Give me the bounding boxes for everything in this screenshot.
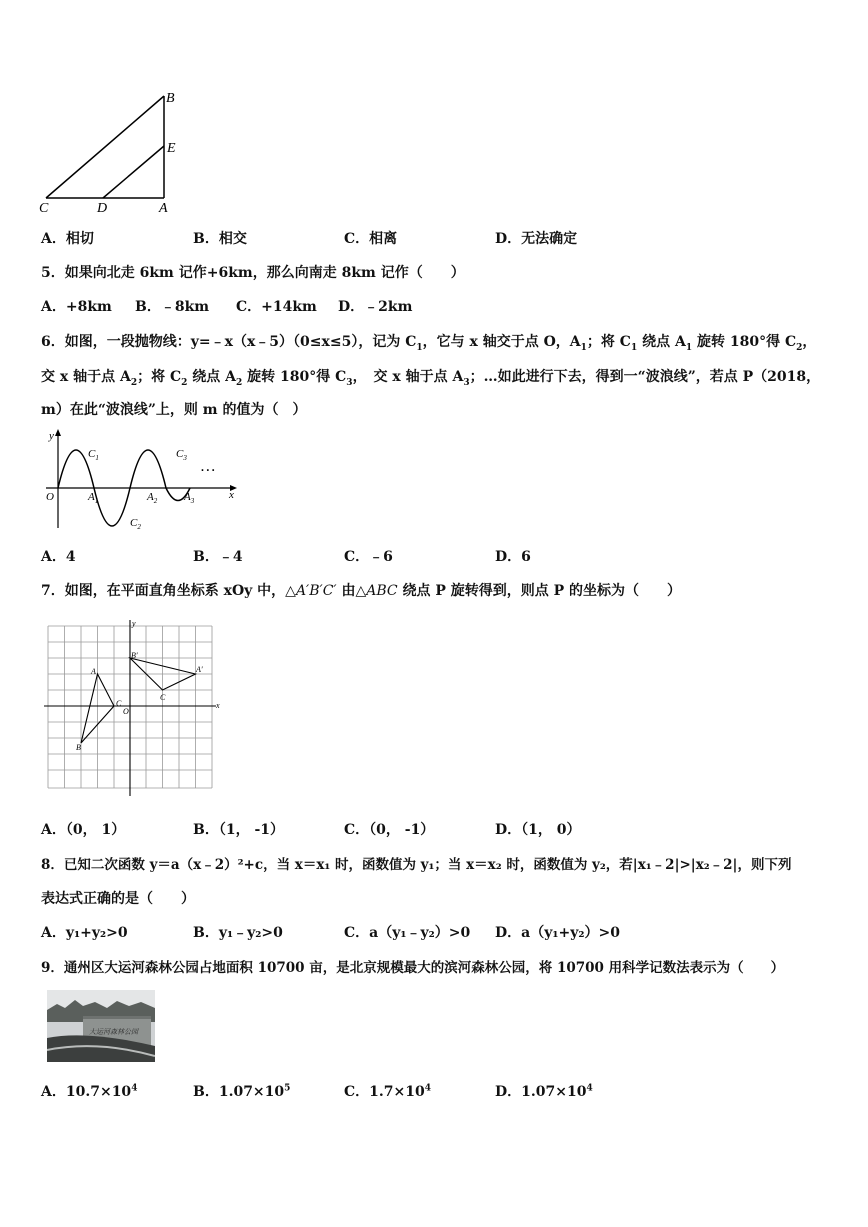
label-c1: $C_1$ (88, 448, 99, 462)
q9-option-c[interactable]: C．$1.7\times 10^4$ (344, 1083, 431, 1100)
label-c: C (39, 201, 49, 216)
label-a: A (159, 201, 168, 216)
park-photo (47, 990, 155, 1062)
label-a3: $A_3$ (184, 491, 195, 505)
axis-y-label: y (49, 430, 54, 442)
grid-figure (44, 618, 230, 800)
wave-figure (38, 426, 248, 534)
q7-option-b[interactable]: B．（1， -1） (193, 822, 284, 838)
label-b-prime: B′ (131, 651, 138, 660)
q8-option-c[interactable]: C．a（y₁﹣y₂）>0 (344, 925, 471, 941)
label-a-prime: A′ (196, 665, 203, 674)
q4-option-c[interactable]: C．相离 (344, 231, 398, 247)
label-c-prime: C (160, 693, 166, 702)
q8-stem-line2: 表达式正确的是（ ） (41, 891, 195, 907)
q4-option-b[interactable]: B．相交 (193, 231, 247, 247)
q6-option-d[interactable]: D．6 (495, 549, 531, 565)
q7-option-c[interactable]: C．（0， -1） (344, 822, 435, 838)
q5-option-c[interactable]: C．+14km (236, 299, 317, 315)
label-a: A (91, 667, 96, 676)
q9-stem: 9．通州区大运河森林公园占地面积 10700 亩，是北京规模最大的滨河森林公园，将 10700 用科学记数法表示为（ ） (41, 960, 785, 976)
origin-label: O (123, 707, 129, 716)
label-c2: $C_2$ (130, 517, 141, 531)
label-d: D (97, 201, 108, 216)
label-a1: $A_1$ (88, 491, 99, 505)
ellipsis: … (201, 458, 216, 475)
q4-option-d[interactable]: D．无法确定 (495, 231, 578, 247)
label-c3: $C_3$ (176, 448, 187, 462)
q6-stem-line1: 6．如图，一段抛物线：y=﹣x（x﹣5）（0≤x≤5），记为 $C_1$，它与 x 轴交于点 O，$A_1$；将 $C_1$ 绕点 $A_1$ 旋转 180°得 $C_2$， (41, 334, 817, 353)
q6-option-c[interactable]: C．﹣6 (344, 549, 393, 565)
axis-x-label: x (229, 489, 234, 501)
q5-option-d[interactable]: D．﹣2km (338, 299, 413, 315)
q7-option-a[interactable]: A．（0， 1） (41, 822, 126, 838)
q9-option-a[interactable]: A．$10.7\times 10^4$ (41, 1083, 138, 1100)
q5-stem: 5．如果向北走 6km 记作+6km，那么向南走 8km 记作（ ） (41, 265, 465, 281)
q8-stem-line1: 8．已知二次函数 y＝a（x﹣2）²+c，当 x＝x₁ 时，函数值为 y₁；当 x＝x₂ 时，函数值为 y₂，若|x₁﹣2|>|x₂﹣2|，则下列 (41, 857, 792, 873)
q8-option-d[interactable]: D．a（y₁+y₂）>0 (495, 925, 620, 941)
q8-option-b[interactable]: B．y₁﹣y₂>0 (193, 925, 283, 941)
axis-y-label: y (132, 619, 136, 628)
label-b: B (76, 743, 81, 752)
q7-option-d[interactable]: D．（1， 0） (495, 822, 581, 838)
q6-stem-line2: 交 x 轴于点 $A_2$；将 $C_2$ 绕点 $A_2$ 旋转 180°得 $C_3$， 交 x 轴于点 $A_3$；…如此进行下去，得到一“波浪线”，若点 P（2018， (41, 369, 821, 388)
origin-label: O (46, 491, 54, 503)
q5-option-b[interactable]: B．﹣8km (135, 299, 210, 315)
q5-option-a[interactable]: A．+8km (41, 299, 112, 315)
photo-sign-text: 大运河森林公园 (89, 1028, 138, 1036)
q9-option-d[interactable]: D．$1.07\times 10^4$ (495, 1083, 593, 1100)
q4-option-a[interactable]: A．相切 (41, 231, 94, 247)
q6-option-a[interactable]: A．4 (41, 549, 76, 565)
q6-option-b[interactable]: B．﹣4 (193, 549, 243, 565)
label-e: E (167, 141, 176, 156)
q7-stem: 7．如图，在平面直角坐标系 xOy 中，△A′B′C′ 由△ABC 绕点 P 旋转得到，则点 P 的坐标为（ ） (41, 583, 682, 599)
q6-stem-line3: m）在此“波浪线”上，则 m 的值为（ ） (41, 402, 307, 418)
q8-option-a[interactable]: A．y₁+y₂>0 (41, 925, 128, 941)
q9-option-b[interactable]: B．$1.07\times 10^5$ (193, 1083, 291, 1100)
triangle-figure (36, 88, 186, 216)
axis-x-label: x (216, 701, 220, 710)
label-a2: $A_2$ (147, 491, 158, 505)
label-b: B (166, 91, 175, 106)
label-c: C (116, 699, 122, 708)
